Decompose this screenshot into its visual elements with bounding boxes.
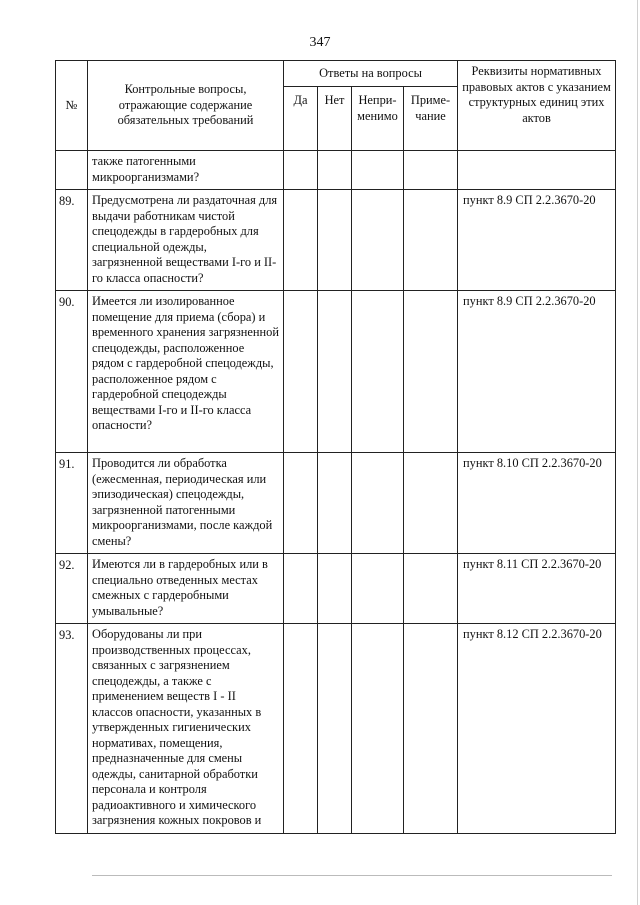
header-note (404, 87, 458, 151)
answer-note-cell[interactable] (404, 190, 458, 291)
table-row (56, 151, 616, 190)
answer-note-cell[interactable] (404, 624, 458, 834)
answer-no-cell[interactable] (318, 554, 352, 624)
answer-note-cell[interactable] (404, 453, 458, 554)
answer-no-cell[interactable] (318, 291, 352, 453)
header-note-line2: чание (415, 108, 446, 123)
row-number: 93. (56, 624, 88, 834)
row-question: Имеются ли в гардеробных или в специально отведенных местах смежных с гардеробными умывальные? (88, 554, 284, 624)
page-number: 347 (309, 35, 331, 50)
header-note-line1: Приме- (410, 93, 451, 107)
row-reference: пункт 8.11 СП 2.2.3670-20 (458, 554, 616, 624)
table-row (56, 554, 616, 624)
row-question: Имеется ли изолированное помещение для приема (сбора) и временного хранения загрязненной спецодежды, расположенное рядом с гардеробной спецодежды, расположенное рядом с гардеробной спецодежды веществами I-го и II-го класса опасности? (88, 291, 284, 453)
answer-na-cell[interactable] (352, 624, 404, 834)
header-questions: Контрольные вопросы, отражающие содержание обязательных требований (88, 61, 284, 151)
row-question: Предусмотрена ли раздаточная для выдачи работникам чистой спецодежды в гардеробных для специальной одежды, загрязненной веществами I-го и II-го класса опасности? (88, 190, 284, 291)
answer-no-cell[interactable] (318, 190, 352, 291)
answer-na-cell[interactable] (352, 291, 404, 453)
answer-yes-cell[interactable] (284, 554, 318, 624)
row-question: также патогенными микроорганизмами? (88, 151, 284, 190)
answer-note-cell[interactable] (404, 554, 458, 624)
table-row (56, 291, 616, 453)
answer-note-cell[interactable] (404, 151, 458, 190)
row-number: 89. (56, 190, 88, 291)
answer-na-cell[interactable] (352, 554, 404, 624)
row-reference: пункт 8.9 СП 2.2.3670-20 (458, 190, 616, 291)
answer-yes-cell[interactable] (284, 453, 318, 554)
answer-na-cell[interactable] (352, 151, 404, 190)
row-question: Проводится ли обработка (ежесменная, периодическая или эпизодическая) спецодежды, загрязненной патогенными микроорганизмами, после каждой смены? (88, 453, 284, 554)
table-row (56, 453, 616, 554)
scan-edge-line (637, 0, 638, 905)
header-not-applicable-line1: Непри- (358, 93, 397, 107)
checklist-table (55, 60, 616, 834)
row-reference: пункт 8.12 СП 2.2.3670-20 (458, 624, 616, 834)
answer-no-cell[interactable] (318, 453, 352, 554)
answer-yes-cell[interactable] (284, 151, 318, 190)
answer-yes-cell[interactable] (284, 624, 318, 834)
header-yes: Да (284, 87, 318, 151)
row-number: 91. (56, 453, 88, 554)
header-number: № (56, 61, 88, 151)
scan-bottom-line (92, 875, 612, 876)
header-answers: Ответы на вопросы (284, 61, 458, 87)
row-number (56, 151, 88, 190)
answer-yes-cell[interactable] (284, 291, 318, 453)
table-row (56, 190, 616, 291)
table-row (56, 624, 616, 834)
answer-na-cell[interactable] (352, 453, 404, 554)
answer-note-cell[interactable] (404, 291, 458, 453)
answer-yes-cell[interactable] (284, 190, 318, 291)
header-not-applicable-line2: менимо (357, 108, 398, 123)
header-no: Нет (318, 87, 352, 151)
answer-na-cell[interactable] (352, 190, 404, 291)
row-reference: пункт 8.9 СП 2.2.3670-20 (458, 291, 616, 453)
answer-no-cell[interactable] (318, 151, 352, 190)
header-not-applicable (352, 87, 404, 151)
row-reference (458, 151, 616, 190)
row-reference: пункт 8.10 СП 2.2.3670-20 (458, 453, 616, 554)
row-number: 92. (56, 554, 88, 624)
row-number: 90. (56, 291, 88, 453)
row-question: Оборудованы ли при производственных процессах, связанных с загрязнением спецодежды, а также с применением веществ I - II классов опасности, указанных в утвержденных гигиенических нормативах, помещения, предназначенные для смены одежды, санитарной обработки персонала и контроля радиоактивного и химического загрязнения кожных покровов и (88, 624, 284, 834)
header-references: Реквизиты нормативных правовых актов с указанием структурных единиц этих актов (458, 61, 616, 151)
answer-no-cell[interactable] (318, 624, 352, 834)
